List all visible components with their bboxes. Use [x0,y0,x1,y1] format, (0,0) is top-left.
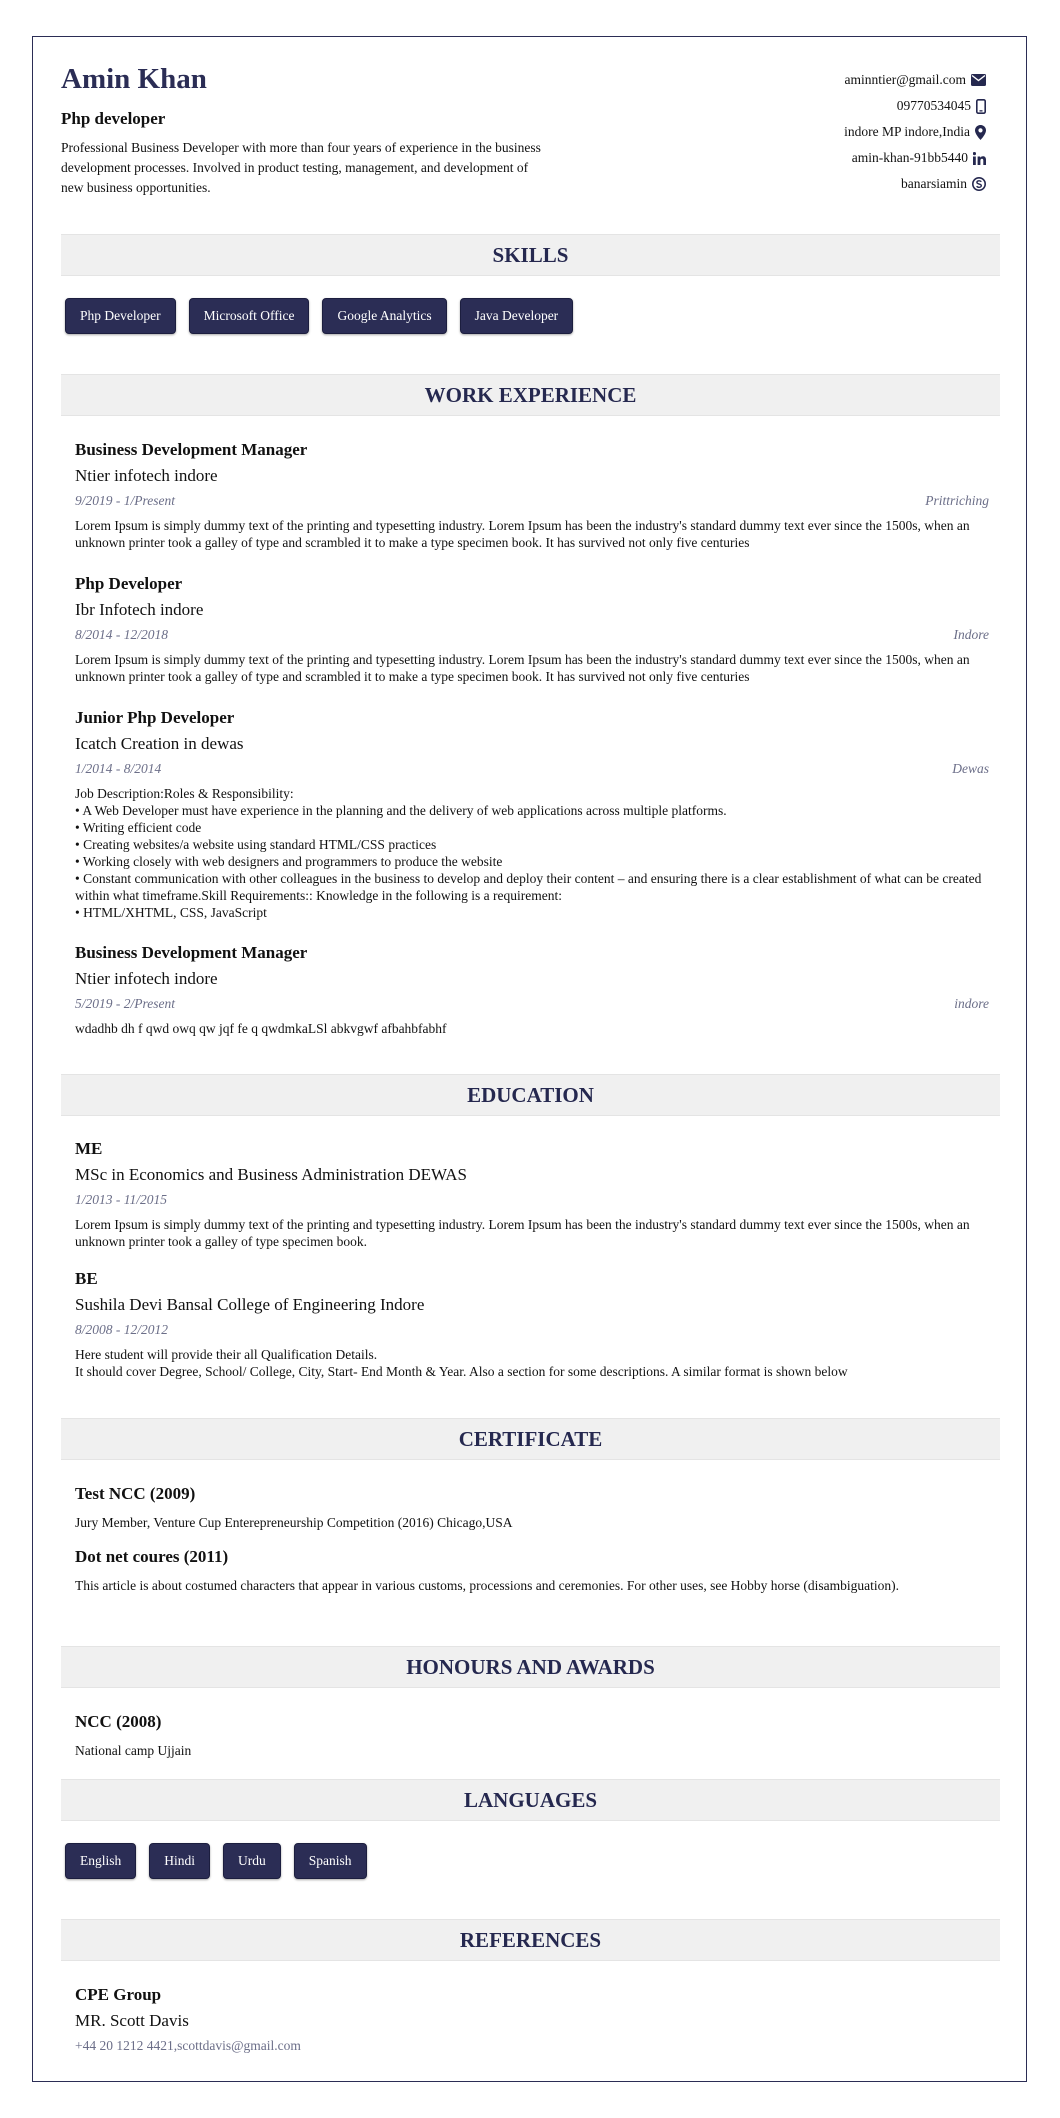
job-description-line: • A Web Developer must have experience in the planning and the delivery of web applications across multiple platforms. [75,803,727,818]
contact-list [844,67,986,197]
degree-title: ME [75,1139,103,1158]
section-heading-education: EDUCATION [61,1074,1000,1116]
skill-chip: Microsoft Office [189,298,310,334]
contact-address [844,119,986,145]
reference-organization: CPE Group [75,1985,162,2004]
job-description-line: Lorem Ipsum is simply dummy text of the printing and typesetting industry. Lorem Ipsum has been the industry's standard dummy text ever since the 1500s, when an unknown printer took a galley of type and scrambled it to make a type specimen book. It has survived not only five centuries [75,518,970,550]
job-title: Php Developer [75,574,183,593]
job-meta [75,492,989,510]
job-meta [75,626,989,644]
language-chip: Spanish [294,1843,367,1879]
map-marker-icon [975,125,986,140]
certificate-description [75,1514,989,1531]
education-dates: 8/2008 - 12/2012 [75,1322,168,1337]
certificate-title: Test NCC (2009) [75,1484,196,1503]
section-heading-certificate: CERTIFICATE [61,1418,1000,1460]
reference-meta [75,2037,989,2055]
candidate-role: Php developer [61,109,166,128]
company-name: Icatch Creation in dewas [75,734,244,753]
contact-skype[interactable] [844,171,986,197]
education-description-line: It should cover Degree, School/ College, City, Start- End Month & Year. Also a section for some descriptions. A similar format is shown below [75,1364,848,1379]
reference-entry [75,1984,989,2055]
work-entry [75,439,989,551]
section-heading-honours-awards: HONOURS AND AWARDS [61,1646,1000,1688]
contact-phone[interactable] [844,93,986,119]
contact-address-text: indore MP indore,India [844,124,970,139]
education-entry [75,1268,989,1380]
education-description [75,1346,989,1380]
job-description [75,785,989,921]
certificate-entry [75,1483,989,1531]
language-chip: Hindi [149,1843,210,1879]
company-name: Ntier infotech indore [75,969,218,988]
contact-skype-text: banarsiamin [901,176,967,191]
section-heading-work-experience: WORK EXPERIENCE [61,374,1000,416]
skill-chip: Php Developer [65,298,176,334]
section-heading-languages: LANGUAGES [61,1779,1000,1821]
education-description [75,1216,989,1250]
award-description [75,1742,989,1759]
resume-page [32,36,1027,2082]
job-description [75,517,989,551]
job-description-line: • Creating websites/a website using standard HTML/CSS practices [75,837,437,852]
section-heading-references: REFERENCES [61,1919,1000,1961]
company-name: Ibr Infotech indore [75,600,204,619]
skills-list [65,298,573,334]
languages-list [65,1843,367,1879]
job-dates: 9/2019 - 1/Present [75,493,175,508]
candidate-name: Amin Khan [61,63,207,95]
degree-title: BE [75,1269,98,1288]
certificate-description-line: Jury Member, Venture Cup Enterepreneurship Competition (2016) Chicago,USA [75,1515,513,1530]
job-location: Indore [953,627,989,642]
work-entry [75,573,989,685]
contact-phone-text: 09770534045 [896,98,971,113]
school-name: Sushila Devi Bansal College of Engineering Indore [75,1295,425,1314]
job-location: indore [954,996,989,1011]
job-title: Junior Php Developer [75,708,235,727]
education-dates: 1/2013 - 11/2015 [75,1192,167,1207]
education-description-line: Lorem Ipsum is simply dummy text of the printing and typesetting industry. Lorem Ipsum has been the industry's standard dummy text ever since the 1500s, when an unknown printer took a galley of type specimen book. [75,1217,970,1249]
skype-icon [972,177,986,191]
job-description-line: • Writing efficient code [75,820,202,835]
skill-chip: Java Developer [460,298,574,334]
profile-summary: Professional Business Developer with more than four years of experience in the business development processes. Involved in product testing, management, and development of new business opportunities. [61,140,541,195]
award-description-line: National camp Ujjain [75,1743,192,1758]
section-heading-skills: SKILLS [61,234,1000,276]
contact-linkedin-text: amin-khan-91bb5440 [851,150,968,165]
reference-person: MR. Scott Davis [75,2011,189,2030]
job-description-line: Lorem Ipsum is simply dummy text of the printing and typesetting industry. Lorem Ipsum has been the industry's standard dummy text ever since the 1500s, when an unknown printer took a galley of type and scrambled it to make a type specimen book. It has survived not only five centuries [75,652,970,684]
education-meta [75,1191,989,1209]
mobile-icon [976,99,986,114]
school-name: MSc in Economics and Business Administration DEWAS [75,1165,467,1184]
job-description [75,1020,989,1037]
education-meta [75,1321,989,1339]
education-entry [75,1138,989,1250]
award-entry [75,1711,989,1759]
work-entry [75,707,989,921]
job-dates: 8/2014 - 12/2018 [75,627,168,642]
job-description-line: wdadhb dh f qwd owq qw jqf fe q qwdmkaLSl abkvgwf afbahbfabhf [75,1021,447,1036]
job-title: Business Development Manager [75,943,308,962]
education-description-line: Here student will provide their all Qualification Details. [75,1347,378,1362]
language-chip: English [65,1843,136,1879]
contact-linkedin[interactable] [844,145,986,171]
envelope-icon [971,74,986,86]
job-location: Prittriching [925,493,989,508]
certificate-title: Dot net coures (2011) [75,1547,229,1566]
award-title: NCC (2008) [75,1712,162,1731]
certificate-description [75,1577,989,1594]
job-description-line: • HTML/XHTML, CSS, JavaScript [75,905,267,920]
work-entry [75,942,989,1037]
job-description [75,651,989,685]
job-meta [75,760,989,778]
language-chip: Urdu [223,1843,281,1879]
skill-chip: Google Analytics [322,298,446,334]
company-name: Ntier infotech indore [75,466,218,485]
contact-email-text: aminntier@gmail.com [844,72,966,87]
job-location: Dewas [952,761,989,776]
reference-contact[interactable]: +44 20 1212 4421,scottdavis@gmail.com [75,2038,301,2053]
certificate-entry [75,1546,989,1594]
contact-email[interactable] [844,67,986,93]
linkedin-icon [973,152,986,165]
job-description-line: Job Description:Roles & Responsibility: [75,786,294,801]
job-dates: 5/2019 - 2/Present [75,996,175,1011]
job-meta [75,995,989,1013]
job-dates: 1/2014 - 8/2014 [75,761,162,776]
certificate-description-line: This article is about costumed characters that appear in various customs, processions and ceremonies. For other uses, see Hobby horse (disambiguation). [75,1578,900,1593]
job-description-line: • Working closely with web designers and programmers to produce the website [75,854,503,869]
job-description-line: • Constant communication with other colleagues in the business to develop and deploy their content – and ensuring there is a clear establishment of what can be created within what timeframe.Skill Requirements:: Knowledge in the following is a requirement: [75,871,982,903]
job-title: Business Development Manager [75,440,308,459]
